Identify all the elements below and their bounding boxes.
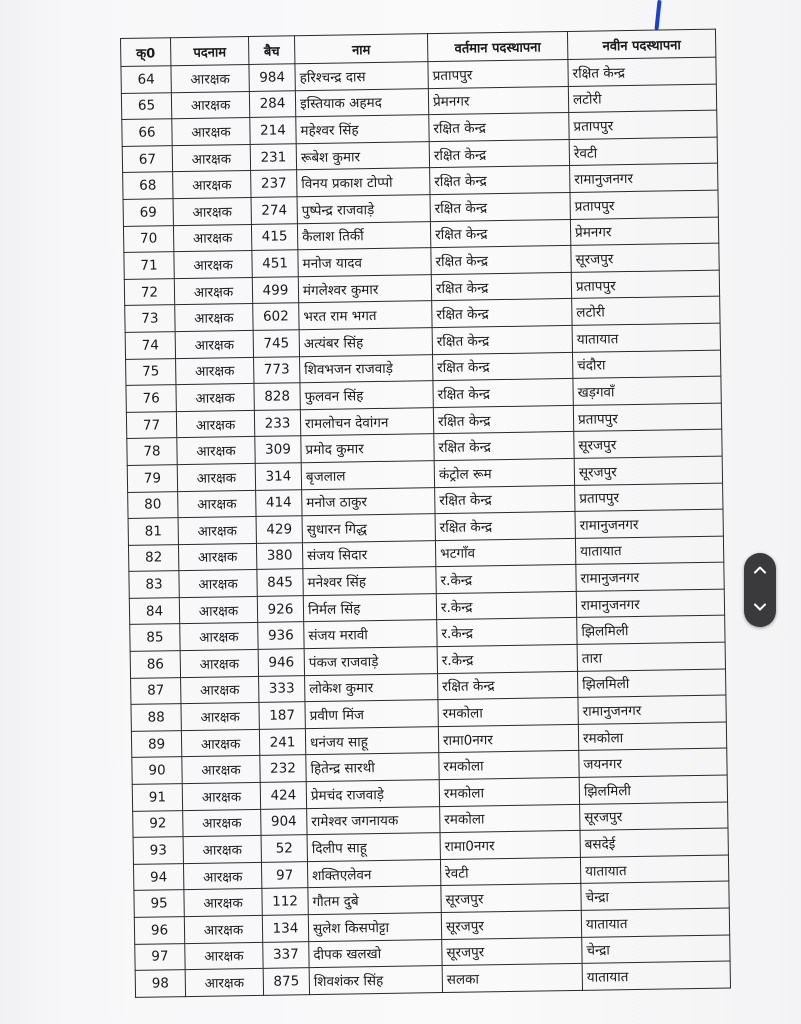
cell-new-posting: रामानुजनगर <box>576 562 724 591</box>
cell-batch: 424 <box>260 782 306 809</box>
cell-serial: 66 <box>122 119 172 146</box>
cell-serial: 98 <box>135 970 185 997</box>
cell-batch: 875 <box>263 968 309 995</box>
cell-name: प्रेमचंद राजवाड़े <box>306 780 439 809</box>
cell-serial: 71 <box>124 252 174 279</box>
cell-name: मनेश्वर सिंह <box>303 567 436 596</box>
cell-current-posting: प्रेमनगर <box>428 86 568 115</box>
cell-batch: 237 <box>251 170 297 197</box>
cell-serial: 81 <box>128 518 178 545</box>
cell-batch: 828 <box>254 383 300 410</box>
cell-designation: आरक्षक <box>182 782 260 810</box>
cell-current-posting: रक्षित केन्द्र <box>434 432 574 461</box>
cell-designation: आरक्षक <box>173 197 251 225</box>
cell-new-posting: रमकोला <box>578 722 726 751</box>
cell-name: रामेश्वर जगनायक <box>307 806 440 835</box>
cell-batch: 112 <box>262 888 308 915</box>
cell-current-posting: रक्षित केन्द्र <box>430 166 570 195</box>
cell-current-posting: रक्षित केन्द्र <box>432 299 572 328</box>
cell-name: सुधारन गिद्ध <box>302 514 435 543</box>
cell-name: शक्तिएलेवन <box>307 859 440 888</box>
header-serial: क्0 <box>121 38 171 67</box>
cell-name: अत्यंबर सिंह <box>299 328 432 357</box>
cell-current-posting: रक्षित केन्द्र <box>432 325 572 354</box>
cell-designation: आरक्षक <box>183 836 261 864</box>
cell-new-posting: तारा <box>577 642 725 671</box>
chevron-down-icon <box>753 599 767 618</box>
cell-name: महेश्वर सिंह <box>296 115 429 144</box>
cell-serial: 78 <box>127 438 177 465</box>
cell-name: संजय मरावी <box>304 620 437 649</box>
table-body <box>121 57 731 997</box>
cell-batch: 745 <box>253 330 299 357</box>
cell-serial: 73 <box>125 305 175 332</box>
cell-new-posting: प्रतापपुर <box>569 110 717 139</box>
cell-batch: 773 <box>254 356 300 383</box>
cell-designation: आरक्षक <box>175 330 253 358</box>
cell-serial: 76 <box>126 385 176 412</box>
cell-designation: आरक्षक <box>172 118 250 146</box>
cell-batch: 214 <box>250 117 296 144</box>
cell-batch: 231 <box>250 144 296 171</box>
cell-serial: 92 <box>133 810 183 837</box>
cell-current-posting: रेवटी <box>440 857 580 886</box>
cell-current-posting: र.केन्द्र <box>436 591 576 620</box>
cell-current-posting: रक्षित केन्द्र <box>429 113 569 142</box>
cell-new-posting: प्रतापपुर <box>570 190 718 219</box>
cell-designation: आरक्षक <box>176 357 254 385</box>
cell-serial: 86 <box>130 651 180 678</box>
cell-serial: 79 <box>127 465 177 492</box>
cell-serial: 90 <box>132 757 182 784</box>
cell-current-posting: रमकोला <box>439 751 579 780</box>
cell-name: रूबेश कुमार <box>296 141 429 170</box>
cell-name: शिवशंकर सिंह <box>309 966 442 995</box>
cell-name: दिलीप साहू <box>307 833 440 862</box>
cell-batch: 333 <box>259 675 305 702</box>
cell-serial: 93 <box>133 837 183 864</box>
cell-batch: 414 <box>256 489 302 516</box>
cell-serial: 95 <box>134 890 184 917</box>
cell-serial: 83 <box>129 571 179 598</box>
cell-new-posting: चेन्द्रा <box>581 881 729 910</box>
cell-new-posting: रामानुजनगर <box>578 695 726 724</box>
cell-current-posting: र.केन्द्र <box>436 565 576 594</box>
cell-name: धनंजय साहू <box>305 726 438 755</box>
cell-name: मंगलेश्वर कुमार <box>298 274 431 303</box>
cell-batch: 602 <box>253 303 299 330</box>
cell-new-posting: रेवटी <box>569 137 717 166</box>
cell-name: लोकेश कुमार <box>305 673 438 702</box>
cell-serial: 77 <box>126 411 176 438</box>
cell-new-posting: प्रतापपुर <box>575 483 723 512</box>
cell-current-posting: रक्षित केन्द्र <box>431 246 571 275</box>
cell-designation: आरक्षक <box>179 596 257 624</box>
chevron-up-icon <box>753 562 767 581</box>
transfer-list-document <box>120 29 730 998</box>
cell-name: कैलाश तिर्की <box>297 221 430 250</box>
cell-name: सुलेश किसपोट्टा <box>308 913 441 942</box>
cell-new-posting: रामानुजनगर <box>570 164 718 193</box>
cell-designation: आरक्षक <box>178 543 256 571</box>
cell-designation: आरक्षक <box>183 809 261 837</box>
cell-current-posting: कंट्रोल रूम <box>434 458 574 487</box>
cell-designation: आरक्षक <box>178 490 256 518</box>
cell-current-posting: रक्षित केन्द्र <box>430 219 570 248</box>
cell-designation: आरक्षक <box>180 623 258 651</box>
pen-mark <box>654 0 661 30</box>
cell-name: शिवभजन राजवाड़े <box>300 354 433 383</box>
cell-batch: 232 <box>260 755 306 782</box>
cell-batch: 904 <box>261 808 307 835</box>
cell-name: पंकज राजवाड़े <box>304 647 437 676</box>
cell-designation: आरक्षक <box>172 144 250 172</box>
cell-name: दीपक खलखो <box>309 939 442 968</box>
cell-batch: 314 <box>255 463 301 490</box>
cell-designation: आरक्षक <box>174 251 252 279</box>
cell-new-posting: यातायात <box>581 908 729 937</box>
cell-new-posting: खड़गवाँ <box>573 376 721 405</box>
cell-designation: आरक्षक <box>185 969 263 997</box>
cell-current-posting: रक्षित केन्द्र <box>435 485 575 514</box>
cell-current-posting: र.केन्द्र <box>437 618 577 647</box>
cell-designation: आरक्षक <box>181 676 259 704</box>
cell-name: मनोज ठाकुर <box>302 487 435 516</box>
cell-new-posting: यातायात <box>582 961 730 990</box>
cell-new-posting: रामानुजनगर <box>575 509 723 538</box>
cell-new-posting: सूरजपुर <box>574 456 722 485</box>
cell-name: गौतम दुबे <box>308 886 441 915</box>
cell-serial: 75 <box>126 358 176 385</box>
cell-batch: 926 <box>257 596 303 623</box>
cell-new-posting: रक्षित केन्द्र <box>568 57 716 86</box>
cell-new-posting: यातायात <box>580 855 728 884</box>
cell-batch: 946 <box>258 649 304 676</box>
cell-current-posting: रक्षित केन्द्र <box>431 272 571 301</box>
cell-designation: आरक्षक <box>181 729 259 757</box>
cell-designation: आरक्षक <box>174 277 252 305</box>
cell-new-posting: यातायात <box>575 536 723 565</box>
cell-serial: 87 <box>131 677 181 704</box>
cell-serial: 91 <box>132 784 182 811</box>
cell-current-posting: सूरजपुर <box>441 910 581 939</box>
cell-current-posting: रमकोला <box>440 804 580 833</box>
cell-batch: 429 <box>256 516 302 543</box>
cell-designation: आरक्षक <box>173 224 251 252</box>
cell-designation: आरक्षक <box>175 304 253 332</box>
cell-batch: 451 <box>252 250 298 277</box>
cell-designation: आरक्षक <box>181 703 259 731</box>
cell-designation: आरक्षक <box>178 517 256 545</box>
cell-batch: 233 <box>254 409 300 436</box>
cell-name: बृजलाल <box>301 461 434 490</box>
cell-current-posting: र.केन्द्र <box>437 644 577 673</box>
cell-designation: आरक्षक <box>177 437 255 465</box>
cell-designation: आरक्षक <box>180 649 258 677</box>
cell-designation: आरक्षक <box>182 756 260 784</box>
cell-new-posting: झिलमिली <box>577 669 725 698</box>
cell-current-posting: रक्षित केन्द्र <box>435 512 575 541</box>
cell-serial: 70 <box>123 225 173 252</box>
cell-serial: 89 <box>131 730 181 757</box>
cell-serial: 85 <box>130 624 180 651</box>
cell-batch: 187 <box>259 702 305 729</box>
cell-designation: आरक्षक <box>184 889 262 917</box>
cell-batch: 936 <box>258 622 304 649</box>
cell-batch: 241 <box>259 729 305 756</box>
cell-name: इस्तियाक अहमद <box>295 88 428 117</box>
cell-name: मनोज यादव <box>298 248 431 277</box>
cell-serial: 84 <box>129 598 179 625</box>
cell-name: प्रवीण मिंज <box>305 700 438 729</box>
cell-name: फुलवन सिंह <box>300 381 433 410</box>
cell-serial: 80 <box>128 491 178 518</box>
cell-new-posting: झिलमिली <box>579 775 727 804</box>
cell-current-posting: रमकोला <box>439 777 579 806</box>
cell-current-posting: रक्षित केन्द्र <box>433 405 573 434</box>
cell-designation: आरक्षक <box>177 463 255 491</box>
cell-serial: 68 <box>123 172 173 199</box>
cell-name: रामलोचन देवांगन <box>300 407 433 436</box>
scroll-down-button[interactable] <box>744 590 776 627</box>
cell-batch: 499 <box>252 276 298 303</box>
cell-current-posting: सूरजपुर <box>441 884 581 913</box>
header-name: नाम <box>294 34 427 64</box>
cell-new-posting: रामानुजनगर <box>576 589 724 618</box>
cell-current-posting: प्रतापपुर <box>428 59 568 88</box>
cell-current-posting: रक्षित केन्द्र <box>438 671 578 700</box>
cell-serial: 72 <box>124 278 174 305</box>
cell-serial: 67 <box>122 145 172 172</box>
cell-batch: 984 <box>249 64 295 91</box>
cell-designation: आरक्षक <box>184 915 262 943</box>
cell-serial: 64 <box>121 66 171 93</box>
cell-current-posting: रक्षित केन्द्र <box>430 192 570 221</box>
cell-new-posting: बसदेई <box>580 828 728 857</box>
cell-new-posting: यातायात <box>572 323 720 352</box>
cell-new-posting: सूरजपुर <box>571 243 719 272</box>
cell-batch: 415 <box>251 223 297 250</box>
cell-new-posting: सूरजपुर <box>574 429 722 458</box>
cell-name: भरत राम भगत <box>299 301 432 330</box>
header-designation: पदनाम <box>171 36 249 65</box>
cell-current-posting: रामा0नगर <box>440 831 580 860</box>
cell-new-posting: जयनगर <box>579 748 727 777</box>
cell-designation: आरक्षक <box>185 942 263 970</box>
cell-designation: आरक्षक <box>171 91 249 119</box>
cell-name: हरिश्चन्द्र दास <box>295 62 428 91</box>
cell-new-posting: प्रतापपुर <box>573 403 721 432</box>
cell-designation: आरक्षक <box>183 862 261 890</box>
page-scroll-control <box>744 553 776 627</box>
cell-new-posting: चंदौरा <box>572 350 720 379</box>
cell-current-posting: रक्षित केन्द्र <box>433 379 573 408</box>
cell-designation: आरक्षक <box>179 570 257 598</box>
cell-serial: 74 <box>125 332 175 359</box>
cell-name: पुष्पेन्द्र राजवाड़े <box>297 195 430 224</box>
cell-new-posting: चेन्द्रा <box>582 935 730 964</box>
cell-current-posting: सूरजपुर <box>442 937 582 966</box>
cell-current-posting: रमकोला <box>438 698 578 727</box>
cell-designation: आरक्षक <box>173 171 251 199</box>
header-new-posting: नवीन पदस्थापना <box>567 29 715 59</box>
cell-new-posting: सूरजपुर <box>580 802 728 831</box>
cell-batch: 309 <box>255 436 301 463</box>
cell-batch: 52 <box>261 835 307 862</box>
cell-serial: 96 <box>134 917 184 944</box>
cell-name: विनय प्रकाश टोप्पो <box>297 168 430 197</box>
cell-batch: 274 <box>251 197 297 224</box>
cell-batch: 284 <box>249 90 295 117</box>
cell-current-posting: रामा0नगर <box>438 724 578 753</box>
cell-batch: 97 <box>261 861 307 888</box>
cell-current-posting: भटगाँव <box>435 538 575 567</box>
scroll-up-button[interactable] <box>744 553 776 590</box>
cell-new-posting: लटोरी <box>568 84 716 113</box>
cell-designation: आरक्षक <box>176 384 254 412</box>
cell-designation: आरक्षक <box>176 410 254 438</box>
cell-new-posting: लटोरी <box>572 296 720 325</box>
transfer-table <box>120 29 731 998</box>
cell-serial: 65 <box>121 92 171 119</box>
cell-batch: 380 <box>256 542 302 569</box>
cell-serial: 97 <box>135 943 185 970</box>
cell-name: संजय सिदार <box>302 540 435 569</box>
cell-batch: 134 <box>262 915 308 942</box>
cell-serial: 69 <box>123 199 173 226</box>
cell-name: निर्मल सिंह <box>303 593 436 622</box>
header-current-posting: वर्तमान पदस्थापना <box>427 31 567 61</box>
cell-serial: 82 <box>128 544 178 571</box>
header-batch: बैच <box>248 36 294 65</box>
cell-batch: 337 <box>263 941 309 968</box>
cell-new-posting: झिलमिली <box>577 616 725 645</box>
cell-new-posting: प्रेमनगर <box>570 217 718 246</box>
cell-designation: आरक्षक <box>171 64 249 92</box>
cell-name: प्रमोद कुमार <box>301 434 434 463</box>
cell-serial: 94 <box>133 863 183 890</box>
cell-serial: 88 <box>131 704 181 731</box>
cell-batch: 845 <box>257 569 303 596</box>
cell-current-posting: रक्षित केन्द्र <box>429 139 569 168</box>
cell-current-posting: सलका <box>442 964 582 993</box>
cell-new-posting: प्रतापपुर <box>571 270 719 299</box>
cell-name: हितेन्द्र सारथी <box>306 753 439 782</box>
cell-current-posting: रक्षित केन्द्र <box>433 352 573 381</box>
